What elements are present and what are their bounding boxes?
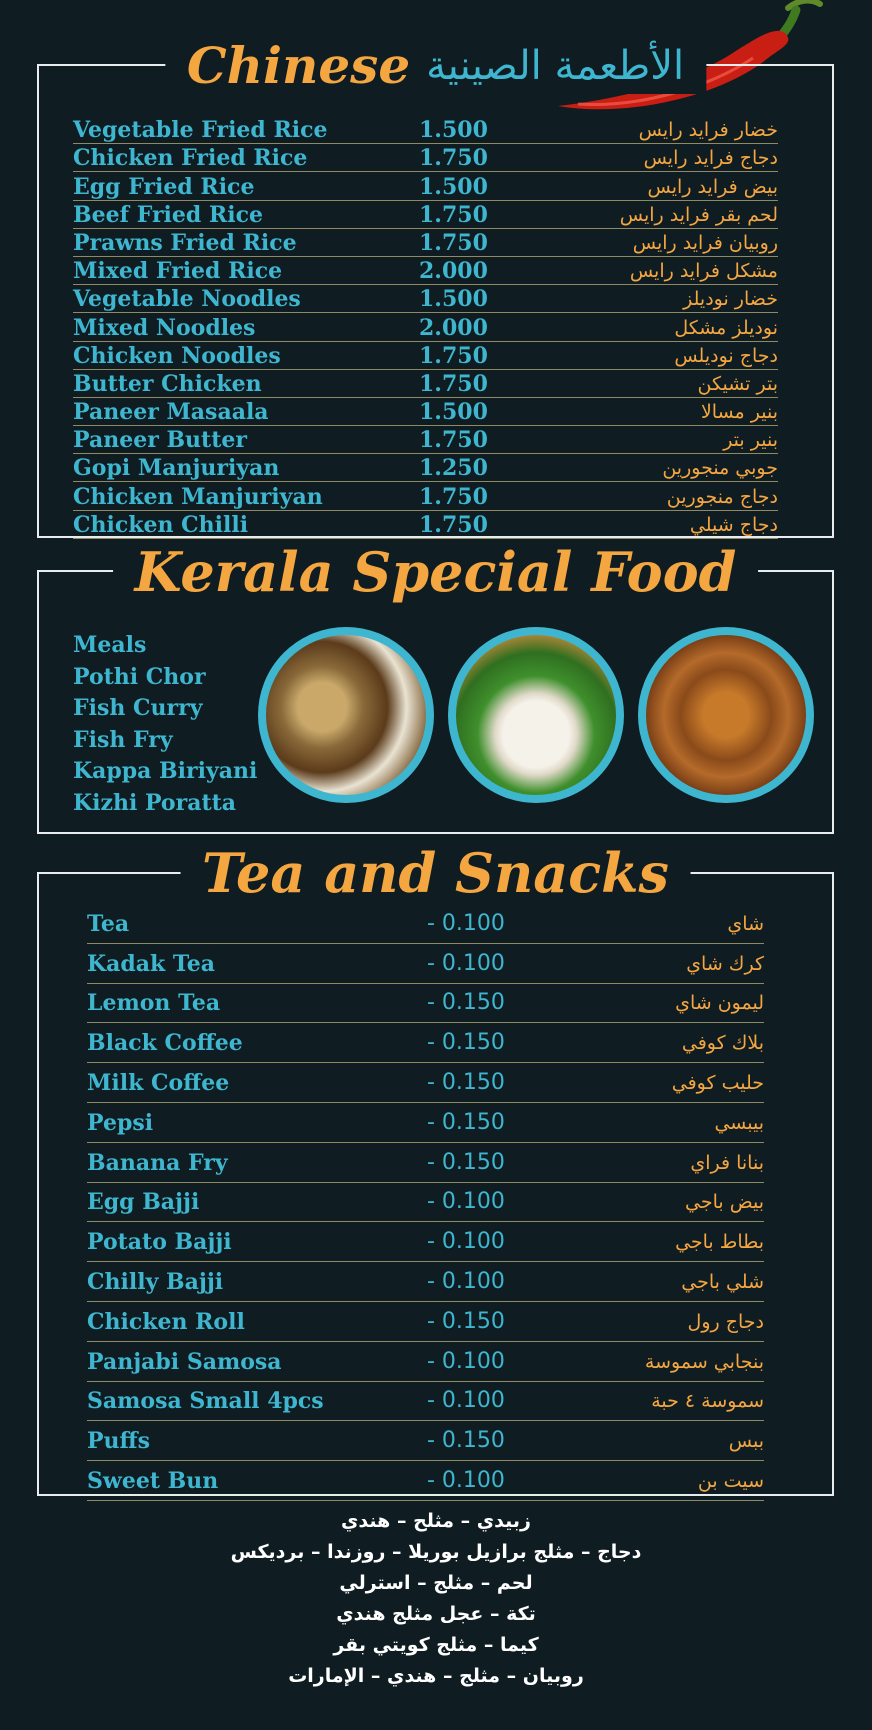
footer-line: كيما – مثلج كويتي بقر bbox=[333, 1634, 539, 1656]
item-name-arabic: حليب كوفي bbox=[671, 1071, 764, 1094]
item-price: 1.750 bbox=[419, 483, 488, 510]
menu-row bbox=[73, 313, 778, 341]
item-price: - 0.150 bbox=[427, 990, 505, 1016]
menu-row bbox=[73, 511, 778, 539]
chinese-section-title bbox=[165, 38, 706, 94]
item-name: Black Coffee bbox=[87, 1030, 243, 1057]
item-name: Potato Bajji bbox=[87, 1229, 232, 1256]
menu-row bbox=[87, 1143, 764, 1183]
item-name-arabic: بيض فرايد رايس bbox=[647, 175, 778, 198]
item-name: Vegetable Fried Rice bbox=[73, 117, 328, 144]
item-name-arabic: لحم بقر فرايد رايس bbox=[619, 203, 778, 226]
item-name: Mixed Fried Rice bbox=[73, 258, 283, 285]
menu-row bbox=[87, 1023, 764, 1063]
item-price: 1.750 bbox=[419, 201, 488, 228]
menu-row bbox=[87, 1222, 764, 1262]
item-price: - 0.100 bbox=[427, 1348, 505, 1374]
item-price: 1.750 bbox=[419, 511, 488, 538]
item-price: - 0.100 bbox=[427, 1189, 505, 1215]
kerala-item: Kappa Biriyani bbox=[73, 758, 258, 784]
menu-row bbox=[73, 229, 778, 257]
item-name: Lemon Tea bbox=[87, 990, 221, 1017]
footer-line: روبيان – مثلج – هندي – الإمارات bbox=[288, 1665, 584, 1687]
item-price: 2.000 bbox=[419, 258, 488, 285]
item-name-arabic: كرك شاي bbox=[686, 952, 764, 975]
item-name: Butter Chicken bbox=[73, 370, 262, 397]
menu-row bbox=[73, 116, 778, 144]
chinese-menu-section bbox=[37, 36, 834, 538]
footer-line: تكة – عجل مثلج هندي bbox=[336, 1603, 536, 1625]
chinese-title-arabic: الأطعمة الصينية bbox=[426, 43, 685, 89]
item-name-arabic: دجاج فرايد رايس bbox=[643, 147, 778, 170]
item-price: - 0.100 bbox=[427, 1268, 505, 1294]
item-name-arabic: دجاج شيلي bbox=[689, 513, 778, 536]
kerala-item: Meals bbox=[73, 632, 147, 658]
menu-row bbox=[73, 426, 778, 454]
menu-row bbox=[73, 398, 778, 426]
item-name: Puffs bbox=[87, 1428, 150, 1455]
menu-row bbox=[87, 1302, 764, 1342]
kerala-item: Fish Fry bbox=[73, 726, 173, 753]
menu-row bbox=[73, 482, 778, 510]
item-price: - 0.150 bbox=[427, 1149, 505, 1175]
menu-row bbox=[87, 1103, 764, 1143]
kerala-item: Fish Curry bbox=[73, 695, 203, 721]
menu-row bbox=[73, 342, 778, 370]
item-name: Kadak Tea bbox=[87, 950, 216, 977]
biriyani-photo bbox=[258, 627, 434, 803]
item-name-arabic: سيت بن bbox=[697, 1469, 764, 1492]
kerala-section-title: Kerala Special Food bbox=[113, 542, 759, 602]
item-name-arabic: دجاج منجورين bbox=[666, 485, 778, 508]
item-price: - 0.150 bbox=[427, 1030, 505, 1056]
item-price: - 0.150 bbox=[427, 1069, 505, 1095]
item-price: 1.500 bbox=[419, 117, 488, 144]
item-name-arabic: خضار نوديلز bbox=[683, 288, 778, 311]
item-name-arabic: بتر تشيكن bbox=[697, 372, 778, 395]
item-name: Paneer Butter bbox=[73, 427, 247, 454]
item-name-arabic: ليمون شاي bbox=[675, 992, 764, 1015]
item-price: 1.750 bbox=[419, 342, 488, 369]
item-name: Chicken Manjuriyan bbox=[73, 483, 323, 510]
tea-section-title: Tea and Snacks bbox=[180, 842, 691, 904]
item-price: 1.500 bbox=[419, 173, 488, 200]
item-name: Egg Bajji bbox=[87, 1189, 200, 1216]
item-price: 1.750 bbox=[419, 145, 488, 172]
item-price: 1.750 bbox=[419, 229, 488, 256]
item-name: Pepsi bbox=[87, 1109, 154, 1136]
kerala-menu-section bbox=[37, 540, 834, 834]
meals-photo bbox=[448, 627, 624, 803]
item-name: Paneer Masaala bbox=[73, 399, 269, 426]
menu-row bbox=[87, 1421, 764, 1461]
item-name-arabic: بلاك كوفي bbox=[681, 1032, 764, 1055]
item-name: Egg Fried Rice bbox=[73, 173, 255, 200]
menu-row bbox=[87, 1461, 764, 1501]
item-name: Chicken Fried Rice bbox=[73, 145, 308, 172]
item-name: Chicken Chilli bbox=[73, 511, 249, 538]
item-name: Vegetable Noodles bbox=[73, 286, 301, 313]
item-name-arabic: دجاج نوديلس bbox=[674, 344, 778, 367]
item-price: - 0.100 bbox=[427, 950, 505, 976]
menu-row bbox=[87, 1342, 764, 1382]
item-price: - 0.150 bbox=[427, 1109, 505, 1135]
item-name-arabic: بنير بتر bbox=[723, 429, 778, 452]
menu-row bbox=[87, 1183, 764, 1223]
meat-origins-footer bbox=[0, 1506, 872, 1692]
menu-row bbox=[87, 944, 764, 984]
menu-row bbox=[73, 172, 778, 200]
menu-row bbox=[87, 1262, 764, 1302]
item-name-arabic: ببس bbox=[728, 1430, 764, 1453]
footer-line: دجاج – مثلج برازيل بوريلا – روزندا – برديكس bbox=[230, 1541, 642, 1563]
menu-row bbox=[73, 285, 778, 313]
tea-item-list bbox=[87, 904, 764, 1501]
item-name: Mixed Noodles bbox=[73, 314, 256, 341]
menu-row bbox=[73, 201, 778, 229]
item-name-arabic: بيبسي bbox=[714, 1111, 764, 1134]
item-price: 1.500 bbox=[419, 286, 488, 313]
menu-row bbox=[73, 370, 778, 398]
item-name: Panjabi Samosa bbox=[87, 1348, 282, 1375]
item-price: - 0.100 bbox=[427, 1388, 505, 1414]
item-name-arabic: بنجابي سموسة bbox=[644, 1350, 764, 1373]
tea-snacks-section bbox=[37, 841, 834, 1496]
item-name-arabic: روبيان فرايد رايس bbox=[632, 231, 778, 254]
item-name-arabic: بيض باجي bbox=[685, 1191, 764, 1214]
item-name: Chilly Bajji bbox=[87, 1268, 224, 1295]
item-name-arabic: نوديلز مشكل bbox=[674, 316, 778, 339]
item-name: Gopi Manjuriyan bbox=[73, 455, 280, 482]
item-price: 2.000 bbox=[419, 314, 488, 341]
item-name-arabic: خضار فرايد رايس bbox=[638, 119, 778, 142]
item-name: Sweet Bun bbox=[87, 1467, 219, 1494]
menu-row bbox=[87, 1063, 764, 1103]
item-name: Chicken Noodles bbox=[73, 342, 281, 369]
item-name-arabic: سموسة ٤ حبة bbox=[651, 1390, 764, 1413]
item-name: Tea bbox=[87, 910, 130, 937]
item-price: - 0.100 bbox=[427, 1467, 505, 1493]
item-price: 1.750 bbox=[419, 427, 488, 454]
item-name: Beef Fried Rice bbox=[73, 201, 263, 228]
menu-row bbox=[87, 984, 764, 1024]
item-name-arabic: دجاج رول bbox=[687, 1310, 764, 1333]
item-name-arabic: بنير مسالا bbox=[700, 401, 778, 424]
item-name: Prawns Fried Rice bbox=[73, 229, 297, 256]
fish-fry-photo bbox=[638, 627, 814, 803]
chinese-title-english: Chinese bbox=[186, 36, 411, 95]
item-price: - 0.150 bbox=[427, 1428, 505, 1454]
item-name-arabic: بنانا فراي bbox=[690, 1151, 764, 1174]
item-name: Milk Coffee bbox=[87, 1069, 230, 1096]
menu-row bbox=[87, 1382, 764, 1422]
item-price: - 0.150 bbox=[427, 1308, 505, 1334]
item-name-arabic: بطاط باجي bbox=[675, 1231, 764, 1254]
kerala-item-list bbox=[73, 630, 257, 819]
footer-line: زبيدي – مثلح – هندي bbox=[341, 1510, 531, 1532]
item-name: Chicken Roll bbox=[87, 1308, 245, 1335]
menu-row bbox=[73, 144, 778, 172]
menu-row bbox=[73, 454, 778, 482]
footer-line: لحم – مثلج – استرلي bbox=[339, 1572, 533, 1594]
item-price: - 0.100 bbox=[427, 910, 505, 936]
item-name-arabic: شلي باجي bbox=[681, 1270, 764, 1293]
menu-row bbox=[87, 904, 764, 944]
chinese-item-list bbox=[73, 116, 778, 539]
item-name-arabic: مشكل فرايد رايس bbox=[629, 260, 778, 283]
menu-row bbox=[73, 257, 778, 285]
item-name: Samosa Small 4pcs bbox=[87, 1388, 324, 1415]
item-price: 1.250 bbox=[419, 455, 488, 482]
item-name: Banana Fry bbox=[87, 1149, 228, 1176]
item-name-arabic: جوبي منجورين bbox=[662, 457, 778, 480]
item-price: 1.750 bbox=[419, 370, 488, 397]
kerala-item: Pothi Chor bbox=[73, 663, 206, 690]
item-price: - 0.100 bbox=[427, 1229, 505, 1255]
item-name-arabic: شاي bbox=[727, 912, 764, 935]
item-price: 1.500 bbox=[419, 399, 488, 426]
kerala-item: Kizhi Poratta bbox=[73, 789, 237, 816]
